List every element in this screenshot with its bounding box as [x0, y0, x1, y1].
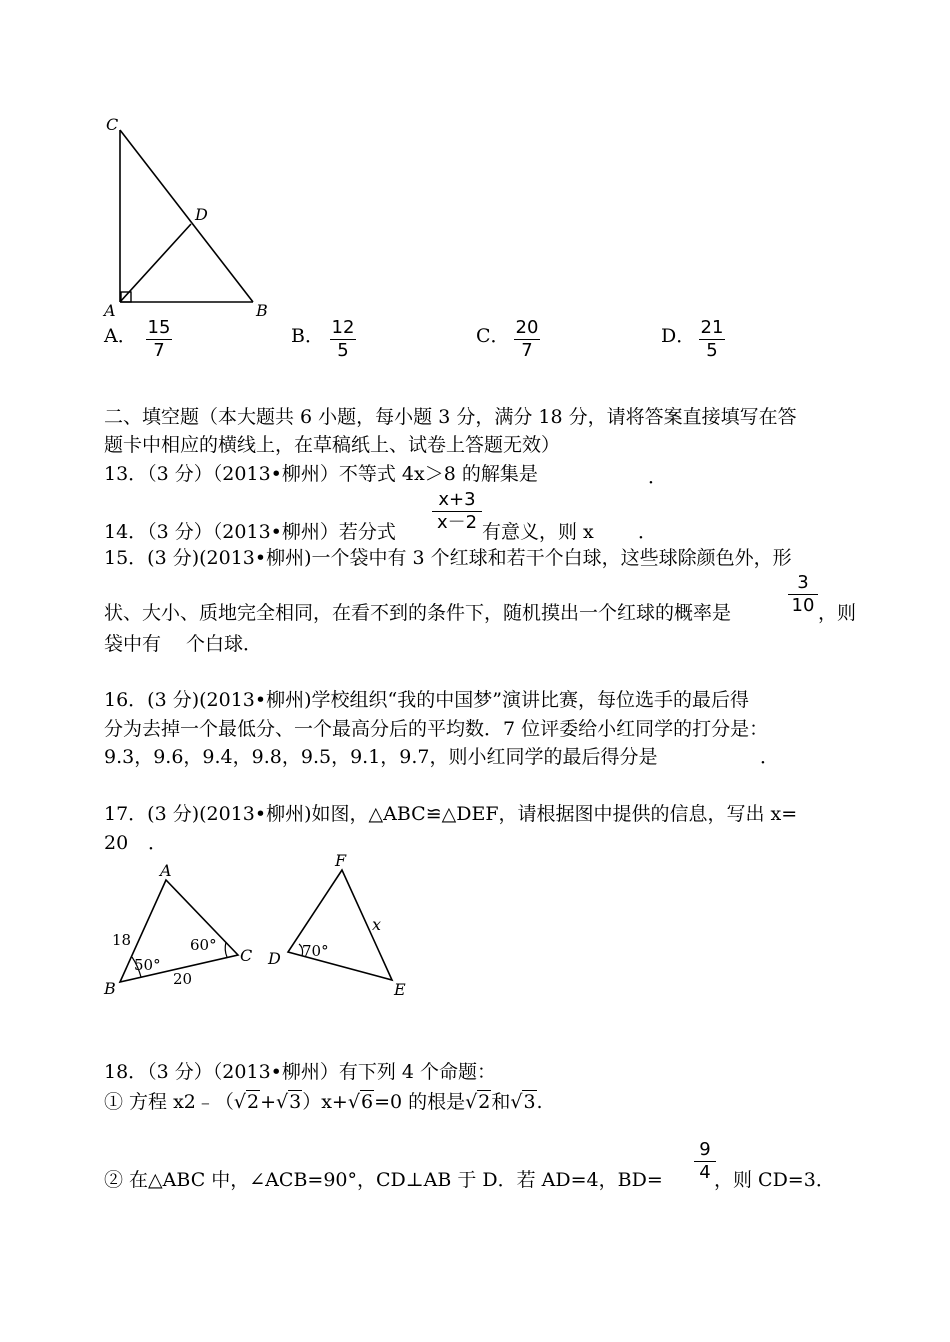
side-fe-label: x: [372, 915, 382, 934]
question-17-line1: 17．(3 分)(2013•柳州)如图，△ABC≌△DEF，请根据图中提供的信息，写出 x=: [104, 803, 798, 825]
choice-letter: C．: [476, 325, 510, 347]
label-f: F: [335, 851, 347, 870]
label-a: A: [160, 861, 172, 880]
question-17-line2: 20: [104, 832, 129, 854]
side-bc-length: 20: [173, 970, 193, 988]
choice-fraction: 12 5: [331, 317, 355, 361]
choice-fraction: 21 5: [700, 317, 724, 361]
q15-line2-end: ，则: [818, 602, 857, 624]
label-a: A: [104, 301, 116, 320]
label-e: E: [394, 980, 406, 999]
angle-c: 60°: [190, 936, 217, 954]
figure-triangle-abc: [100, 860, 270, 1000]
figure-triangle-def: [262, 850, 422, 1000]
label-c: C: [106, 115, 119, 134]
section-heading-line1: 二、填空题（本大题共 6 小题，每小题 3 分，满分 18 分，请将答案直接填写在答: [104, 406, 797, 428]
q14-fraction: x+3 x－2: [432, 490, 482, 533]
question-18-item2a: ② 在△ABC 中，∠ACB=90°，CD⊥AB 于 D．若 AD=4，BD=: [104, 1169, 663, 1191]
label-d: D: [268, 949, 281, 968]
question-15-line2: 状、大小、质地完全相同，在看不到的条件下，随机摸出一个红球的概率是: [104, 602, 732, 624]
label-c: C: [240, 946, 253, 965]
label-d: D: [195, 205, 208, 224]
question-15-line3b: 个白球．: [186, 633, 263, 655]
q17-end: ．: [148, 832, 168, 854]
question-15-line3a: 袋中有: [104, 633, 162, 655]
choice-letter: D．: [661, 325, 696, 347]
q14-suffix: 有意义，则 x: [482, 521, 594, 543]
choice-fraction: 20 7: [515, 317, 539, 361]
question-15-line1: 15．(3 分)(2013•柳州)一个袋中有 3 个红球和若干个白球，这些球除颜色外，形: [104, 547, 792, 569]
q18-fraction: 9 4: [694, 1140, 716, 1183]
question-18-item1: ① 方程 x2﹣（√2+√3）x+√6=0 的根是√2和√3.: [104, 1091, 543, 1113]
section-heading-line2: 题卡中相应的横线上，在草稿纸上、试卷上答题无效）: [104, 434, 561, 456]
choice-letter: A．: [104, 325, 137, 347]
question-18-intro: 18．（3 分）（2013•柳州）有下列 4 个命题：: [104, 1061, 497, 1083]
q13-end: ．: [648, 466, 668, 488]
q16-end: ．: [760, 746, 780, 768]
label-b: B: [104, 979, 116, 998]
label-b: B: [256, 301, 268, 320]
q15-fraction: 3 10: [788, 573, 818, 616]
angle-b: 50°: [134, 956, 161, 974]
question-13: 13．（3 分）（2013•柳州）不等式 4x＞8 的解集是: [104, 463, 538, 485]
q14-end: ．: [638, 521, 658, 543]
question-14-prefix: 14．（3 分）（2013•柳州）若分式: [104, 521, 396, 543]
choice-fraction: 15 7: [147, 317, 171, 361]
question-16-line3: 9.3，9.6，9.4，9.8，9.5，9.1，9.7，则小红同学的最后得分是: [104, 746, 658, 768]
side-ab-length: 18: [112, 931, 132, 949]
question-18-item2b: ，则 CD=3．: [714, 1169, 835, 1191]
figure-right-triangle: [100, 112, 280, 322]
question-16-line2: 分为去掉一个最低分、一个最高分后的平均数．7 位评委给小红同学的打分是：: [104, 718, 769, 740]
choice-letter: B．: [291, 325, 324, 347]
question-16-line1: 16．(3 分)(2013•柳州)学校组织“我的中国梦”演讲比赛，每位选手的最后得: [104, 689, 749, 711]
angle-d: 70°: [302, 942, 329, 960]
